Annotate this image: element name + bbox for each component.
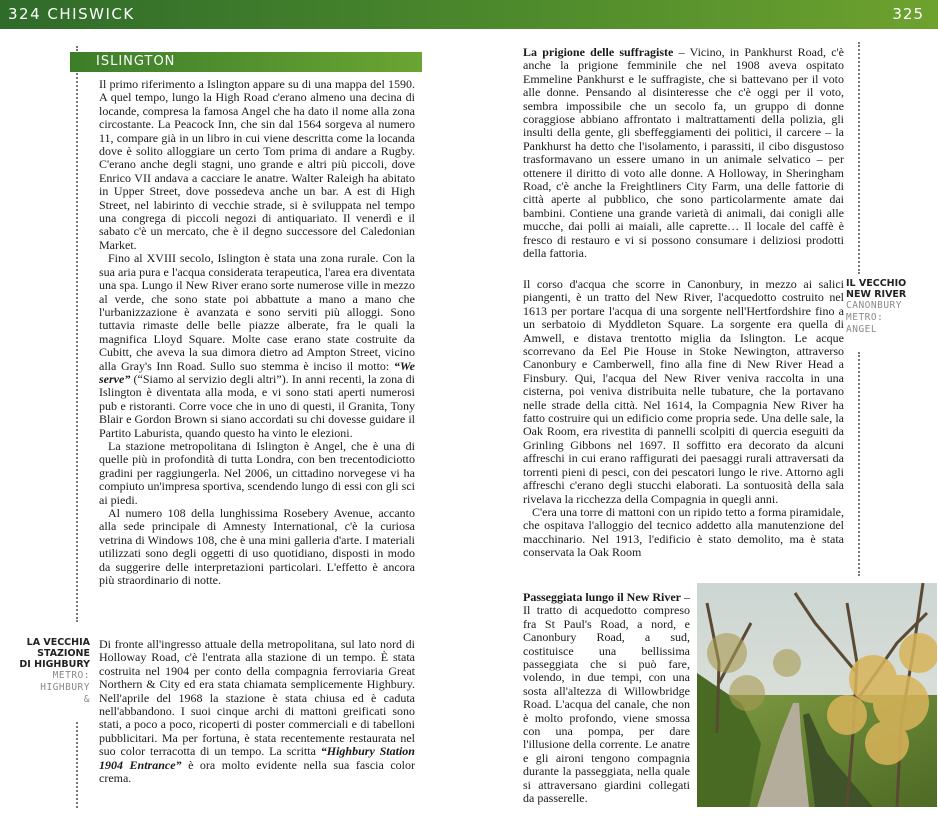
new-river-walk-column — [523, 591, 690, 806]
new-river-paragraph-1: Il corso d'acqua che scorre in Canonbury, in mezzo ai salici piangenti, è un tratto del New River, l'acquedotto costruito nel 1613 per portare l'acqua di una sorgente nell'Hertfordshire fino a un serbatoio di Myddleton Square. La sorgente era quella di Amwell, e distava trentotto miglia da Islington. Le acque scorrevano da Eel Pie House in Stoke Newington, attraverso Canonbury e Camberwell, fino alla fine di New River Head a Finsbury. Qui, l'acqua del New River veniva raccolta in una cisterna, poi veniva distribuita nelle tubature, che la portavano nelle strade della città. Nel 1614, la Compagnia New River ha fatto costruire qui un edificio come propria sede. Una delle sale, la Oak Room, era rivestita di pannelli scolpiti di quercia eseguiti da Grinling Gibbons nel 1697. Il soffitto era decorato da alcuni affreschi in cui erano raffigurati dei paesaggi rurali attraversati da torrenti pieni di pesci, con dei pescatori lungo le rive. Attorno agli affreschi c'erano degli stucchi elaborati. La sontuosità della sala rivelava la ricchezza della Compagnia in quegli anni. — [523, 277, 844, 506]
left-page-header — [8, 5, 135, 23]
islington-paragraph-2 — [99, 252, 415, 440]
left-dotted-rule-top — [76, 46, 78, 622]
p2-text-end: (“Siamo al servizio degli altri”). In anni recenti, la zona di Islington è diventata alla moda, e vi sono stati aperti numerosi pub e ristoranti. Corre voce che in uno di questi, il Granita, Tony Blair e Gordon Brown si siano accordati su chi dovesse guidare il Partito Laburista, quando questo ha vinto le elezioni. — [99, 371, 415, 440]
metro-stop-canonbury: CANONBURY — [846, 300, 902, 311]
sidebar-label-line-1: LA VECCHIA — [26, 637, 90, 648]
metro-label: METRO: — [52, 670, 90, 681]
highbury-paragraph — [99, 638, 415, 785]
suffragette-heading: La prigione delle suffragiste — [523, 45, 674, 59]
section-title: ISLINGTON — [96, 54, 176, 69]
metro-label: METRO: — [846, 312, 884, 323]
new-river-path-illustration — [697, 583, 937, 807]
station-inscription: “Highbury Station 1904 Entrance” — [99, 744, 415, 772]
suffragette-paragraph — [523, 46, 844, 261]
highbury-text-start: Di fronte all'ingresso attuale della metropolitana, sul lato nord di Holloway Road, c'è l'entrata alla stazione di un tempo. È stata costruita nel 1904 per conto della compagnia ferroviaria Great Northern & City ed era stata chiamata semplicemente Highbury. Nell'aprile del 1968 la stazione è stata chiusa ed è caduta nell'abbandono. I suoi cinque archi di mattoni greificati sono stati, a poco a poco, ricoperti di poster commerciali e di tabelloni pubblicitari. Ma per fortuna, è stata recentemente restaurata nel suo color terracotta di un tempo. La scritta — [99, 637, 415, 759]
section-heading-islington — [70, 52, 422, 72]
sidebar-old-new-river — [846, 278, 936, 336]
sidebar-label-line-2: STAZIONE — [37, 648, 90, 659]
sidebar-label-line-3: DI HIGHBURY — [19, 659, 90, 670]
cubitt-motto: “We serve” — [99, 358, 415, 386]
walk-text: – Il tratto di acquedotto compreso fra St Paul's Road, a nord, e Canonbury Road, a sud, costituisce una bellissima passeggiata che si può fare, volendo, in due tempi, con una sosta all'altezza di Willowbridge Road. L'acqua del canale, che non è molto profondo, viene smossa con una pompa, per dare l'illusione della corrente. Le anatre e gli aironi tengono compagnia durante la passeggiata, nella quale si attraversano giardini collegati da passerelle. — [523, 590, 690, 806]
suffragette-prison-column — [523, 46, 844, 261]
islington-text-column — [99, 78, 415, 587]
metro-ampersand: & — [83, 694, 90, 705]
left-running-title: CHISWICK — [47, 5, 135, 23]
left-page-number: 324 — [8, 5, 42, 23]
suffragette-text: – Vicino, in Pankhurst Road, c'è anche la prigione femminile che nel 1908 aveva ospitato Emmeline Pankhurst e le suffragiste, che si battevano per il voto alle donne. Pensando al disinteresse che c'è oggi per il voto, sembra impossibile che un secolo fa, un gruppo di donne coraggiose abbiano affrontato i maltrattamenti della polizia, gli insulti della gente, gli sbeffeggiamenti dei politici, il carcere – la Pankhurst ha detto che l'isolamento, i parassiti, il cibo disgustoso trasformavano un essere umano in un animale selvatico – per ottenere il diritto di voto alle donne. A Holloway, in Sheringham Road, c'è anche la Freightliners City Farm, una delle fattorie di città aperte al pubblico, che sono particolarmente amate dai bambini. Contiene una grande varietà di animali, dai conigli alle mucche, dai polli ai maiali, alle caprette… Il locale del caffè è fresco di restauro e vi si possono consumare i deliziosi prodotti della fattoria. — [523, 45, 845, 261]
metro-stop-angel: ANGEL — [846, 324, 878, 335]
sidebar-label-line-2: NEW RIVER — [846, 289, 907, 300]
walk-heading: Passeggiata lungo il New River — [523, 590, 681, 604]
left-dotted-rule-bottom — [76, 722, 78, 808]
page-header-bar — [0, 0, 938, 29]
new-river-text-column — [523, 278, 844, 560]
sidebar-old-highbury-station — [10, 637, 90, 706]
walk-paragraph — [523, 591, 690, 806]
highbury-text-column — [99, 638, 415, 785]
islington-paragraph-3: La stazione metropolitana di Islington è Angel, che è una di quelle più in profondità di tutta Londra, con ben trecentodiciotto gradini per raggiungerla. Nel 2006, un cittadino norvegese vi ha compiuto un'impresa sportiva, scendendo lungo di essi con gli sci ai piedi. — [99, 438, 415, 507]
right-dotted-rule-mid — [858, 352, 860, 576]
highbury-text-end: è ora molto evidente nella sua fascia color crema. — [99, 757, 416, 786]
metro-stop-highbury: HIGHBURY — [40, 682, 90, 693]
p2-text-start: Fino al XVIII secolo, Islington è stata una zona rurale. Con la sua aria pura e l'acqua considerata terapeutica, l'area era diventata una spa. Lungo il New River erano sorte numerose ville in mezzo al verde, che sono state poi abbattute a mano a mano che l'urbanizzazione è avanzata e sono serviti più alloggi. Sono tuttavia rimaste delle belle piazze alberate, fra le quali la magnifica Lloyd Square. Molte case erano state costruite da Cubitt, che aveva la sua dimora dietro ad Ampton Street, vicino alla Gray's Inn Road. Sullo suo stemma è inciso il motto: — [99, 251, 415, 373]
new-river-paragraph-2: C'era una torre di mattoni con un ripido tetto a forma piramidale, che ospitava l'alloggio del tecnico addetto alla manutenzione del macchinario. Nel 1913, l'edificio è stato demolito, ma è stata conservata la Oak Room — [523, 504, 844, 560]
islington-paragraph-1: Il primo riferimento a Islington appare su di una mappa del 1590. A quel tempo, lungo la High Road c'erano almeno una decina di locande, compresa la famosa Angel che ha dato il nome alla zona circostante. La Peacock Inn, che sin dal 1564 sorgeva al numero 11, compare già in un libro in cui viene descritta come la locanda dove è solito alloggiare un certo Tom prima di andare a Rugby. C'erano anche degli stagni, uno grande e altri più piccoli, dove Enrico VII andava a cacciare le anatre. Walter Raleigh ha abitato in Upper Street, dove possedeva anche un bar. A est di High Street, nel labirinto di vecchie strade, si è sviluppata nel tempo una congrega di piccoli negozi di antiquariato. Il venerdì e il sabato c'è un mercato, che è il degno successore del Caledonian Market. — [99, 77, 415, 252]
new-river-path-photo — [697, 583, 937, 807]
islington-paragraph-4: Al numero 108 della lunghissima Rosebery Avenue, accanto alla sede principale di Amnesty International, c'è la curiosa vetrina di Windows 108, che è una mini galleria d'arte. I materiali utilizzati sono degli oggetti di uso quotidiano, disposti in modo da suggerire delle interpretazioni particolari. L'effetto è ancora più straordinario di notte. — [99, 506, 415, 588]
sidebar-label-line-1: IL VECCHIO — [846, 278, 907, 289]
right-dotted-rule-top — [858, 42, 860, 274]
right-page-number: 325 — [892, 5, 924, 23]
